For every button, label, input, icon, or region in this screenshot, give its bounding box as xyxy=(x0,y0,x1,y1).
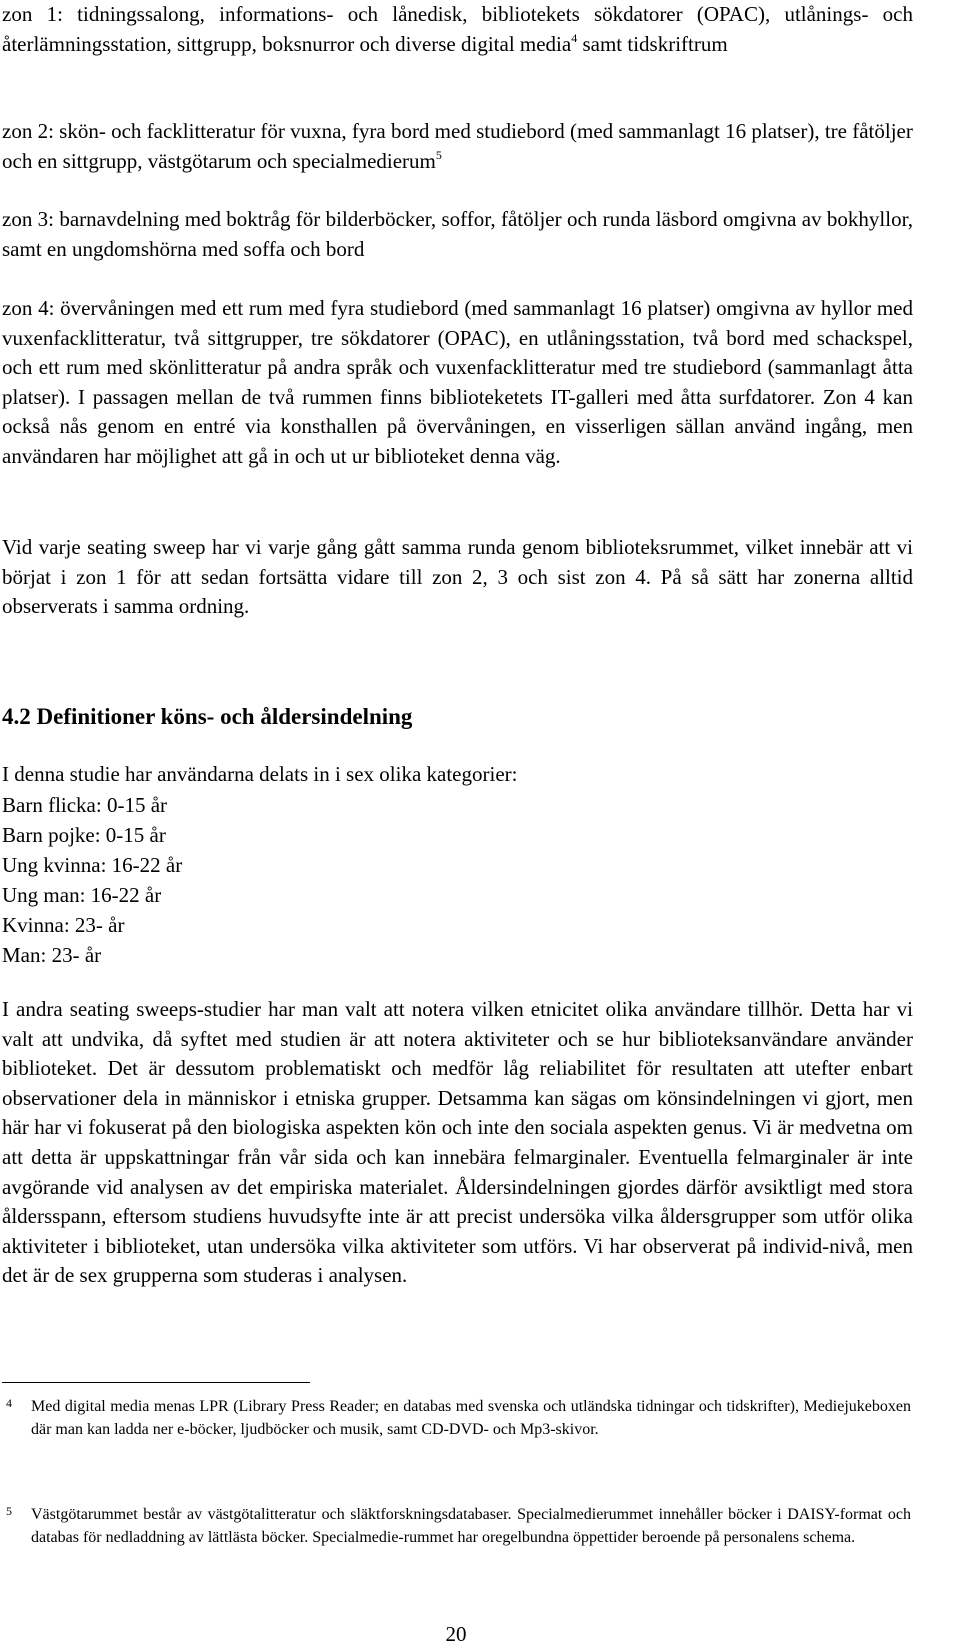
category-item: Ung kvinna: 16-22 år xyxy=(2,853,183,877)
footnote-ref-4: 4 xyxy=(571,30,578,45)
zone-2-text: zon 2: skön- och facklitteratur för vuxna, fyra bord med studiebord (med sammanlagt 16 platser), tre fåtöljer och en sittgrupp, västgötarum och specialmedierum xyxy=(2,119,913,173)
zone-1-text: zon 1: tidningssalong, informations- och lånedisk, bibliotekets sökdatorer (OPAC), utlånings- och återlämningsstation, sittgrupp, boksnurror och diverse digital media xyxy=(2,2,913,56)
footnote-5 xyxy=(6,1504,911,1549)
footnote-4 xyxy=(6,1396,911,1441)
discussion-paragraph: I andra seating sweeps-studier har man valt att notera vilken etnicitet olika användare tillhör. Detta har vi valt att undvika, då syftet med studien är att notera aktiviteter och se hur biblioteksanvändare använder biblioteket. Det är dessutom problematiskt och medför låg reliabilitet för resultaten att utefter enbart observationer dela in människor i etniska grupper. Detsamma kan sägas om könsindelningen vi gjort, men här har vi fokuserat på den biologiska aspekten kön och inte den sociala aspekten genus. Vi är medvetna om att detta är uppskattningar från vår sida och kan innebära felmarginaler. Eventuella felmarginaler är inte avgörande vid analysen av det empiriska materialet. Åldersindelningen gjordes därför avsiktligt med stora åldersspann, eftersom studiens huvudsyfte inte är att precist undersöka vilka åldersgrupper som utför olika aktiviteter i biblioteket, utan undersöka vilka aktiviteter som utförs. Vi har observerat på individ-nivå, men det är de sex grupperna som studeras i analysen. xyxy=(2,997,913,1288)
footnote-5-mark: 5 xyxy=(6,1504,12,1518)
category-item: Ung man: 16-22 år xyxy=(2,883,162,907)
zone-4-paragraph: zon 4: övervåningen med ett rum med fyra studiebord (med sammanlagt 16 platser) omgivna av hyllor med vuxenfacklitteratur, två sittgrupper, tre sökdatorer (OPAC), en utlåningsstation, två bord med schackspel, och ett rum med skönlitteratur på andra språk och vuxenfacklitteratur med tre studiebord (sammanlagt åtta platser). I passagen mellan de två rummen finns biblioteketets IT-galleri med åtta surfdatorer. Zon 4 kan också nås genom en entré via konsthallen på övervåningen, en visserligen sällan använd ingång, men användaren har möjlighet att gå in och ut ur biblioteket denna väg. xyxy=(2,296,913,468)
category-item: Man: 23- år xyxy=(2,943,102,967)
footnote-separator xyxy=(2,1382,310,1383)
category-item: Barn flicka: 0-15 år xyxy=(2,793,168,817)
zone-2-paragraph xyxy=(2,117,913,176)
zone-3-paragraph: zon 3: barnavdelning med boktråg för bilderböcker, soffor, fåtöljer och runda läsbord omgivna av bokhyllor, samt en ungdomshörna med soffa och bord xyxy=(2,207,913,261)
category-item: Kvinna: 23- år xyxy=(2,913,125,937)
category-list xyxy=(2,790,182,970)
footnote-4-text: Med digital media menas LPR (Library Press Reader; en databas med svenska och utländska tidningar och tidskrifter), Mediejukeboxen där man kan ladda ner e-böcker, ljudböcker och musik, samt CD-DVD- och Mp3-skivor. xyxy=(31,1398,911,1438)
zone-1-text-end: samt tidskriftrum xyxy=(577,31,728,56)
footnote-5-text: Västgötarummet består av västgötalitteratur och släktforskningsdatabaser. Specialmedierummet innehåller böcker i DAISY-format och databas för nedladdning av lättlästa böcker. Specialmedie-rummet har oregelbundna öppettider beroende på personalens schema. xyxy=(31,1506,911,1546)
footnote-4-mark: 4 xyxy=(6,1396,12,1410)
footnote-ref-5: 5 xyxy=(435,147,442,162)
seating-sweep-paragraph: Vid varje seating sweep har vi varje gång gått samma runda genom biblioteksrummet, vilket innebär att vi börjat i zon 1 för att sedan fortsätta vidare till zon 2, 3 och sist zon 4. På så sätt har zonerna alltid observerats i samma ordning. xyxy=(2,535,913,619)
zone-1-paragraph xyxy=(2,0,913,59)
page-number: 20 xyxy=(445,1622,467,1646)
categories-intro: I denna studie har användarna delats in i sex olika kategorier: xyxy=(2,762,518,786)
section-heading: 4.2 Definitioner köns- och åldersindelning xyxy=(2,704,413,729)
category-item: Barn pojke: 0-15 år xyxy=(2,823,166,847)
